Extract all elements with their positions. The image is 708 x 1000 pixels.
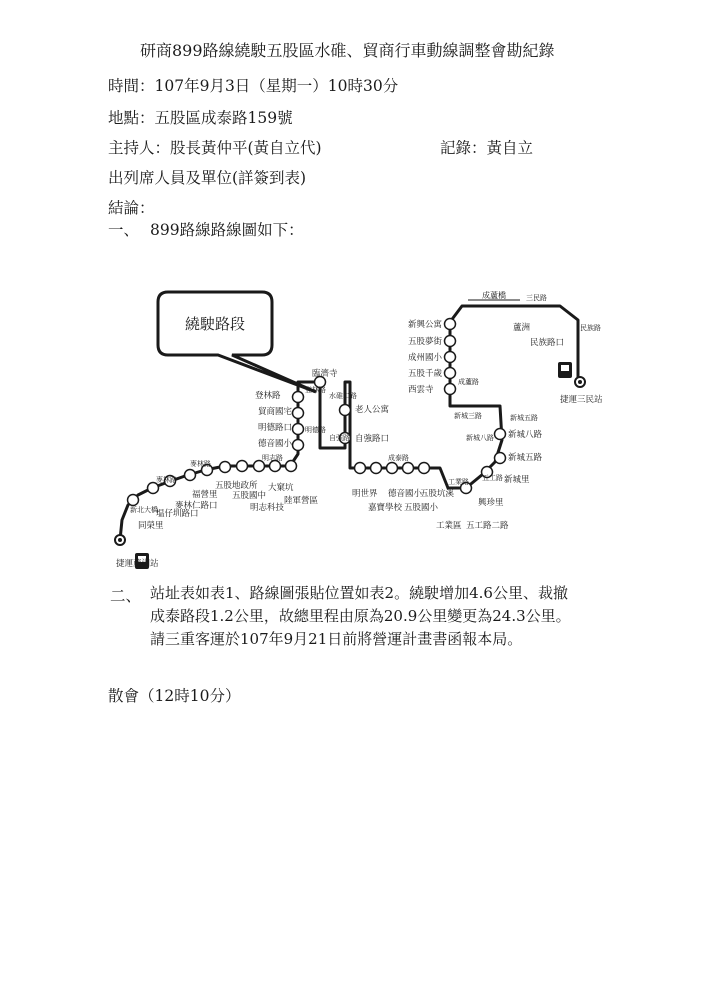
item1-text: 899路線路線圖如下： — [150, 221, 304, 239]
station-marker — [148, 483, 159, 494]
station-marker — [495, 429, 506, 440]
station-marker — [419, 463, 430, 474]
station-marker — [495, 453, 506, 464]
meeting-time: 時間：107年9月3日（星期一）10時30分 — [108, 77, 399, 95]
station-marker — [220, 462, 231, 473]
station-label: 明志科技 — [250, 503, 285, 513]
road-label: 新城八路 — [466, 434, 494, 442]
attendees: 出列席人員及單位(詳簽到表) — [108, 169, 307, 187]
document-title: 研商899路線繞駛五股區水碓、貿商行車動線調整會勘紀錄 — [140, 41, 555, 60]
station-label: 臨濟寺 — [312, 369, 338, 379]
station-marker — [270, 461, 281, 472]
road-label: 三民路 — [526, 294, 547, 302]
road-label: 麥林路 — [156, 476, 177, 484]
station-label: 西雲寺 — [408, 385, 434, 395]
station-label: 登林路 — [255, 391, 281, 401]
station-marker — [293, 440, 304, 451]
item2-number: 二、 — [110, 587, 142, 605]
station-label: 新興公寓 — [408, 320, 443, 330]
station-label: 工業區 — [436, 521, 462, 531]
station-label: 五股國小 — [404, 503, 439, 513]
station-label: 明世界 — [352, 489, 378, 499]
item1-number: 一、 — [108, 221, 140, 239]
item2-line-1: 站址表如表1、路線圖張貼位置如表2。繞駛增加4.6公里、裁撤 — [150, 584, 568, 602]
road-label: 新城五路 — [510, 414, 538, 422]
station-marker — [445, 384, 456, 395]
station-label: 嘉寶學校 — [368, 503, 403, 513]
station-label: 福營里 — [192, 490, 218, 500]
station-marker — [445, 368, 456, 379]
road-label: 明志路 — [262, 454, 283, 462]
station-label: 五股夢街 — [408, 337, 443, 347]
road-label: 明德路 — [305, 426, 326, 434]
station-marker — [293, 392, 304, 403]
road-label: 工業路 — [448, 478, 469, 486]
road-label: 成蘆橋 — [482, 291, 506, 300]
station-marker — [387, 463, 398, 474]
station-label: 德音國小 — [258, 439, 293, 449]
station-marker — [185, 470, 196, 481]
station-label: 麥林仁路口 — [175, 501, 218, 511]
road-label: 新北大橋 — [130, 506, 158, 514]
station-label: 五股坑溪 — [420, 489, 455, 499]
terminal-marker-right — [575, 377, 585, 387]
road-label: 成泰路 — [388, 454, 409, 462]
station-marker — [237, 461, 248, 472]
station-label: 五股國中 — [232, 491, 267, 501]
station-marker — [293, 424, 304, 435]
road-label: 水碓二路 — [329, 392, 357, 400]
station-label: 新城八路 — [508, 430, 543, 440]
item2-line-3: 請三重客運於107年9月21日前將營運計畫書函報本局。 — [150, 630, 523, 648]
callout-text: 繞駛路段 — [184, 315, 246, 333]
station-marker — [445, 352, 456, 363]
meeting-recorder: 記錄：黃自立 — [440, 139, 534, 157]
station-marker — [371, 463, 382, 474]
road-label: 麥林路 — [190, 460, 211, 468]
station-marker — [445, 319, 456, 330]
station-label: 明德路口 — [258, 423, 293, 433]
road-label: 民族路 — [580, 324, 601, 332]
road-label: 成蘆路 — [458, 378, 479, 386]
station-label: 老人公寓 — [355, 405, 390, 415]
station-label: 五股千歲 — [408, 369, 443, 379]
station-label: 新城里 — [504, 475, 530, 485]
station-label: 興珍里 — [478, 498, 504, 508]
station-label: 貿商國宅 — [258, 407, 293, 417]
station-marker — [254, 461, 265, 472]
conclusion-label: 結論： — [108, 199, 155, 217]
station-label: 五股地政所 — [215, 481, 258, 491]
meeting-chair: 主持人：股長黃仲平(黃自立代) — [108, 139, 322, 157]
callout-bubble — [158, 292, 316, 392]
station-label: 陸軍營區 — [284, 496, 319, 506]
road-label: 新城三路 — [454, 412, 482, 420]
station-label: 新城五路 — [508, 453, 543, 463]
adjourn-note: 散會（12時10分） — [108, 687, 241, 705]
item2-line-2: 成泰路段1.2公里，故總里程由原為20.9公里變更為24.3公里。 — [150, 607, 571, 625]
station-label: 塭仔圳路口 — [156, 509, 199, 519]
station-label: 自強路口 — [355, 434, 390, 444]
terminal-marker-left — [115, 535, 125, 545]
bus-icon — [558, 362, 572, 378]
road-label: 自強路 — [329, 434, 350, 442]
station-marker — [128, 495, 139, 506]
station-marker — [340, 405, 351, 416]
meeting-place: 地點：五股區成泰路159號 — [108, 109, 293, 127]
station-label: 蘆洲 — [513, 323, 531, 333]
road-label: 五工路 — [482, 474, 503, 482]
station-label: 大窠坑 — [268, 483, 294, 493]
station-label: 德音國小 — [388, 489, 423, 499]
station-marker — [355, 463, 366, 474]
station-marker — [293, 408, 304, 419]
station-label: 五工路二路 — [466, 521, 509, 531]
station-label: 捷運三民站 — [560, 395, 603, 405]
station-label: 同榮里 — [138, 521, 164, 531]
station-label: 捷運蘆洲站 — [116, 559, 159, 569]
station-marker — [445, 336, 456, 347]
station-marker — [403, 463, 414, 474]
station-marker — [286, 461, 297, 472]
station-label: 成州國小 — [408, 353, 443, 363]
road-label: 登林路 — [305, 386, 326, 394]
station-label: 民族路口 — [530, 338, 565, 348]
